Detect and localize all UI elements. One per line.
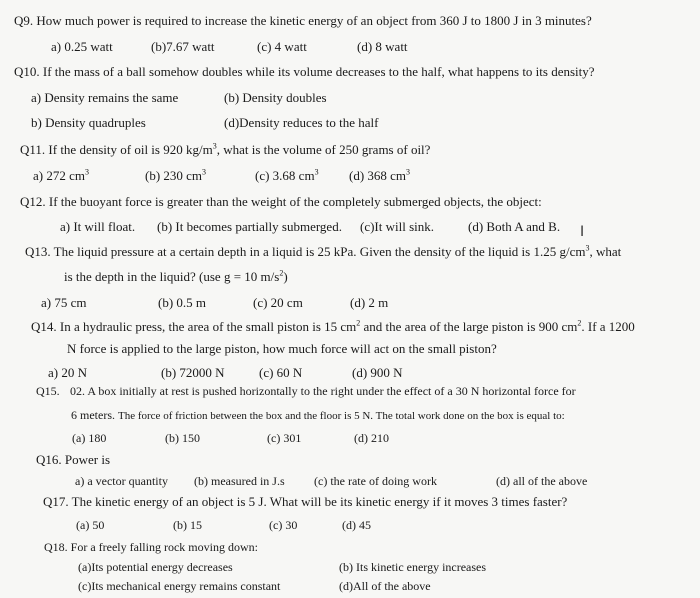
q15-stem: 02. A box initially at rest is pushed horizontally to the right under the effect of a 30 N horizontal force for	[70, 384, 576, 398]
q16-option-a: a) a vector quantity	[75, 474, 168, 488]
q15-option-d: (d) 210	[354, 431, 389, 445]
q9-option-c: (c) 4 watt	[257, 39, 307, 54]
q13-stem: Q13. The liquid pressure at a certain depth in a liquid is 25 kPa. Given the density of the liquid is 1.25 $g/cm^3$, what	[25, 243, 622, 259]
q13-option-c: (c) 20 cm	[253, 295, 303, 310]
q11-option-d: (d) 368 $cm^3$	[349, 167, 411, 183]
q13-stem-line2: is the depth in the liquid? (use g = 10 $m/s^2$)	[64, 268, 288, 284]
q13-option-b: (b) 0.5 m	[158, 295, 207, 310]
q17-option-d: (d) 45	[342, 518, 371, 532]
q17-option-b: (b) 15	[173, 518, 202, 532]
q15-number: Q15.	[36, 384, 60, 398]
q10-option-b: (b) Density doubles	[224, 90, 327, 105]
q16-stem: Q16. Power is	[36, 452, 111, 467]
q18-option-d: (d)All of the above	[339, 579, 431, 593]
q10-option-d: (d)Density reduces to the half	[224, 115, 379, 130]
q15-option-c: (c) 301	[267, 431, 302, 445]
q12-option-b: (b) It becomes partially submerged.	[157, 219, 342, 234]
q15-option-b: (b) 150	[165, 431, 200, 445]
q9-option-d: (d) 8 watt	[357, 39, 408, 54]
q9-option-a: a) 0.25 watt	[51, 39, 113, 54]
q10-option-a: a) Density remains the same	[31, 90, 179, 105]
text-cursor-icon: I	[580, 224, 585, 240]
q9-option-b: (b)7.67 watt	[151, 39, 215, 54]
q14-option-c: (c) 60 N	[259, 365, 303, 380]
q14-option-d: (d) 900 N	[352, 365, 403, 380]
q10-option-c: b) Density quadruples	[31, 115, 146, 130]
q17-option-a: (a) 50	[76, 518, 105, 532]
q13-option-d: (d) 2 m	[350, 295, 389, 310]
q15-stem-line2: 6 meters. The force of friction between the box and the floor is 5 N. The total work done on the box is equal to:	[71, 408, 565, 422]
q12-stem: Q12. If the buoyant force is greater than the weight of the completely submerged objects, the object:	[20, 194, 542, 209]
q18-option-c: (c)Its mechanical energy remains constant	[78, 579, 281, 593]
q12-option-a: a) It will float.	[60, 219, 136, 234]
q16-option-c: (c) the rate of doing work	[314, 474, 437, 488]
q10-stem: Q10. If the mass of a ball somehow doubles while its volume decreases to the half, what happens to its density?	[14, 64, 595, 79]
q15-option-a: (a) 180	[72, 431, 107, 445]
q13-option-a: a) 75 cm	[41, 295, 87, 310]
q18-option-a: (a)Its potential energy decreases	[78, 560, 233, 574]
q11-stem: Q11. If the density of oil is 920 $kg/m^3$, what is the volume of 250 grams of oil?	[20, 141, 431, 157]
q14-option-b: (b) 72000 N	[161, 365, 225, 380]
q17-stem: Q17. The kinetic energy of an object is 5 J. What will be its kinetic energy if it moves 3 times faster?	[43, 494, 568, 509]
q12-option-c: (c)It will sink.	[360, 219, 435, 234]
q9-stem: Q9. How much power is required to increase the kinetic energy of an object from 360 J to 1800 J in 3 minutes?	[14, 13, 592, 28]
q14-option-a: a) 20 N	[48, 365, 87, 380]
q11-option-b: (b) 230 $cm^3$	[145, 167, 207, 183]
q11-option-a: a) 272 $cm^3$	[33, 167, 89, 183]
q18-stem: Q18. For a freely falling rock moving down:	[44, 540, 258, 554]
q11-option-c: (c) 3.68 $cm^3$	[255, 167, 319, 183]
q17-option-c: (c) 30	[269, 518, 298, 532]
q16-option-b: (b) measured in J.s	[194, 474, 285, 488]
q14-stem-line2: N force is applied to the large piston, how much force will act on the small piston?	[67, 341, 497, 356]
q18-option-b: (b) Its kinetic energy increases	[339, 560, 487, 574]
q16-option-d: (d) all of the above	[496, 474, 588, 488]
q14-stem: Q14. In a hydraulic press, the area of the small piston is 15 $cm^2$ and the area of the large piston is 900 $cm^2$. If a 1200	[31, 318, 635, 334]
q12-option-d: (d) Both A and B.	[468, 219, 561, 234]
